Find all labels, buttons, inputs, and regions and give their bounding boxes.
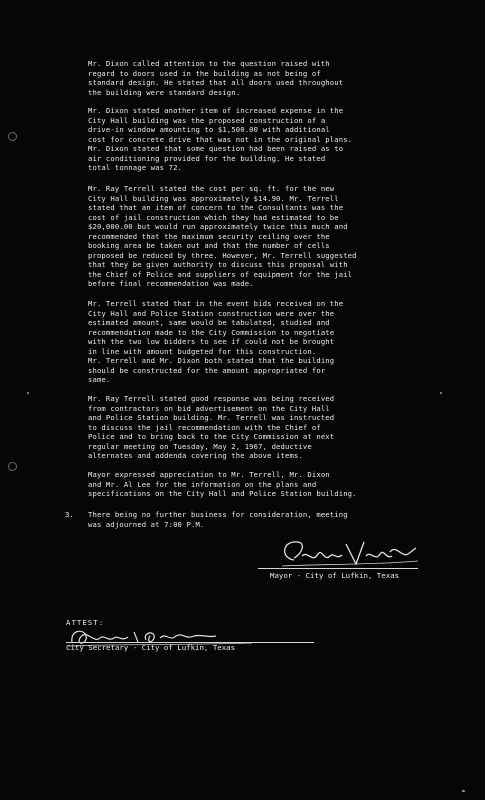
paragraph-doors: Mr. Dixon called attention to the question raised with regard to doors used in the building as not being of standard design. He stated that all doors used throughout the building were standard design. [88,59,344,97]
paragraph-appreciation: Mayor expressed appreciation to Mr. Terrell, Mr. Dixon and Mr. Al Lee for the information on the plans and specifications on the City Hall and Police Station building. [88,470,357,498]
scan-speck [27,392,29,394]
mayor-caption: Mayor - City of Lufkin, Texas [270,571,400,580]
paragraph-bids: Mr. Terrell stated that in the event bids received on the City Hall and Police Station construction were over the estimated amount, same would be tabulated, studied and recommendation made to the City Commission to negotiate with the two low bidders to see if could not be brought in line with amount budgeted for this construction. Mr. Terrell and Mr. Dixon both stated that the building should be constructed for the amount appropriated for same. [88,299,344,384]
item-number: 3. [65,510,74,519]
paragraph-drive-in-window: Mr. Dixon stated another item of increased expense in the City Hall building was the proposed construction of a drive-in window amounting to $1,500.00 with additional cost for concrete drive that was not in the original plans. Mr. Dixon stated that some question had been raised as to air conditioning provided for the building. He stated total tonnage was 72. [88,106,353,172]
paragraph-cost-per-sq-ft: Mr. Ray Terrell stated the cost per sq. ft. for the new City Hall building was approximately $14.90. Mr. Terrell stated that an item of concern to the Consultants was the cost of jail construction which they had estimated to be $20,000.00 but would run approximately twice this much and recommended that the maximum security ceiling over the booking area be taken out and that the number of cells proposed be reduced by three. However, Mr. Terrell suggested that they be given authority to discuss this proposal with the Chief of Police and suppliers of equipment for the jail before final recommendation was made. [88,184,357,288]
paragraph-contractor-response: Mr. Ray Terrell stated good response was being received from contractors on bid advertisement on the City Hall and Police Station building. Mr. Terrell was instructed to discuss the jail recommendation with the Chief of Police and to bring back to the City Commission at next regular meeting on Tuesday, May 2, 1967, deductive alternates and addenda covering the above items. [88,394,335,460]
attest-label: ATTEST: [66,618,105,627]
binder-hole [8,132,17,141]
secretary-caption: City Secretary - City of Lufkin, Texas [66,643,236,652]
paragraph-adjourned: There being no further business for consideration, meeting was adjourned at 7:00 P.M. [88,510,348,529]
mayor-signature-line [258,568,418,569]
scan-speck [440,392,442,394]
scan-speck [462,790,465,792]
binder-hole [8,462,17,471]
